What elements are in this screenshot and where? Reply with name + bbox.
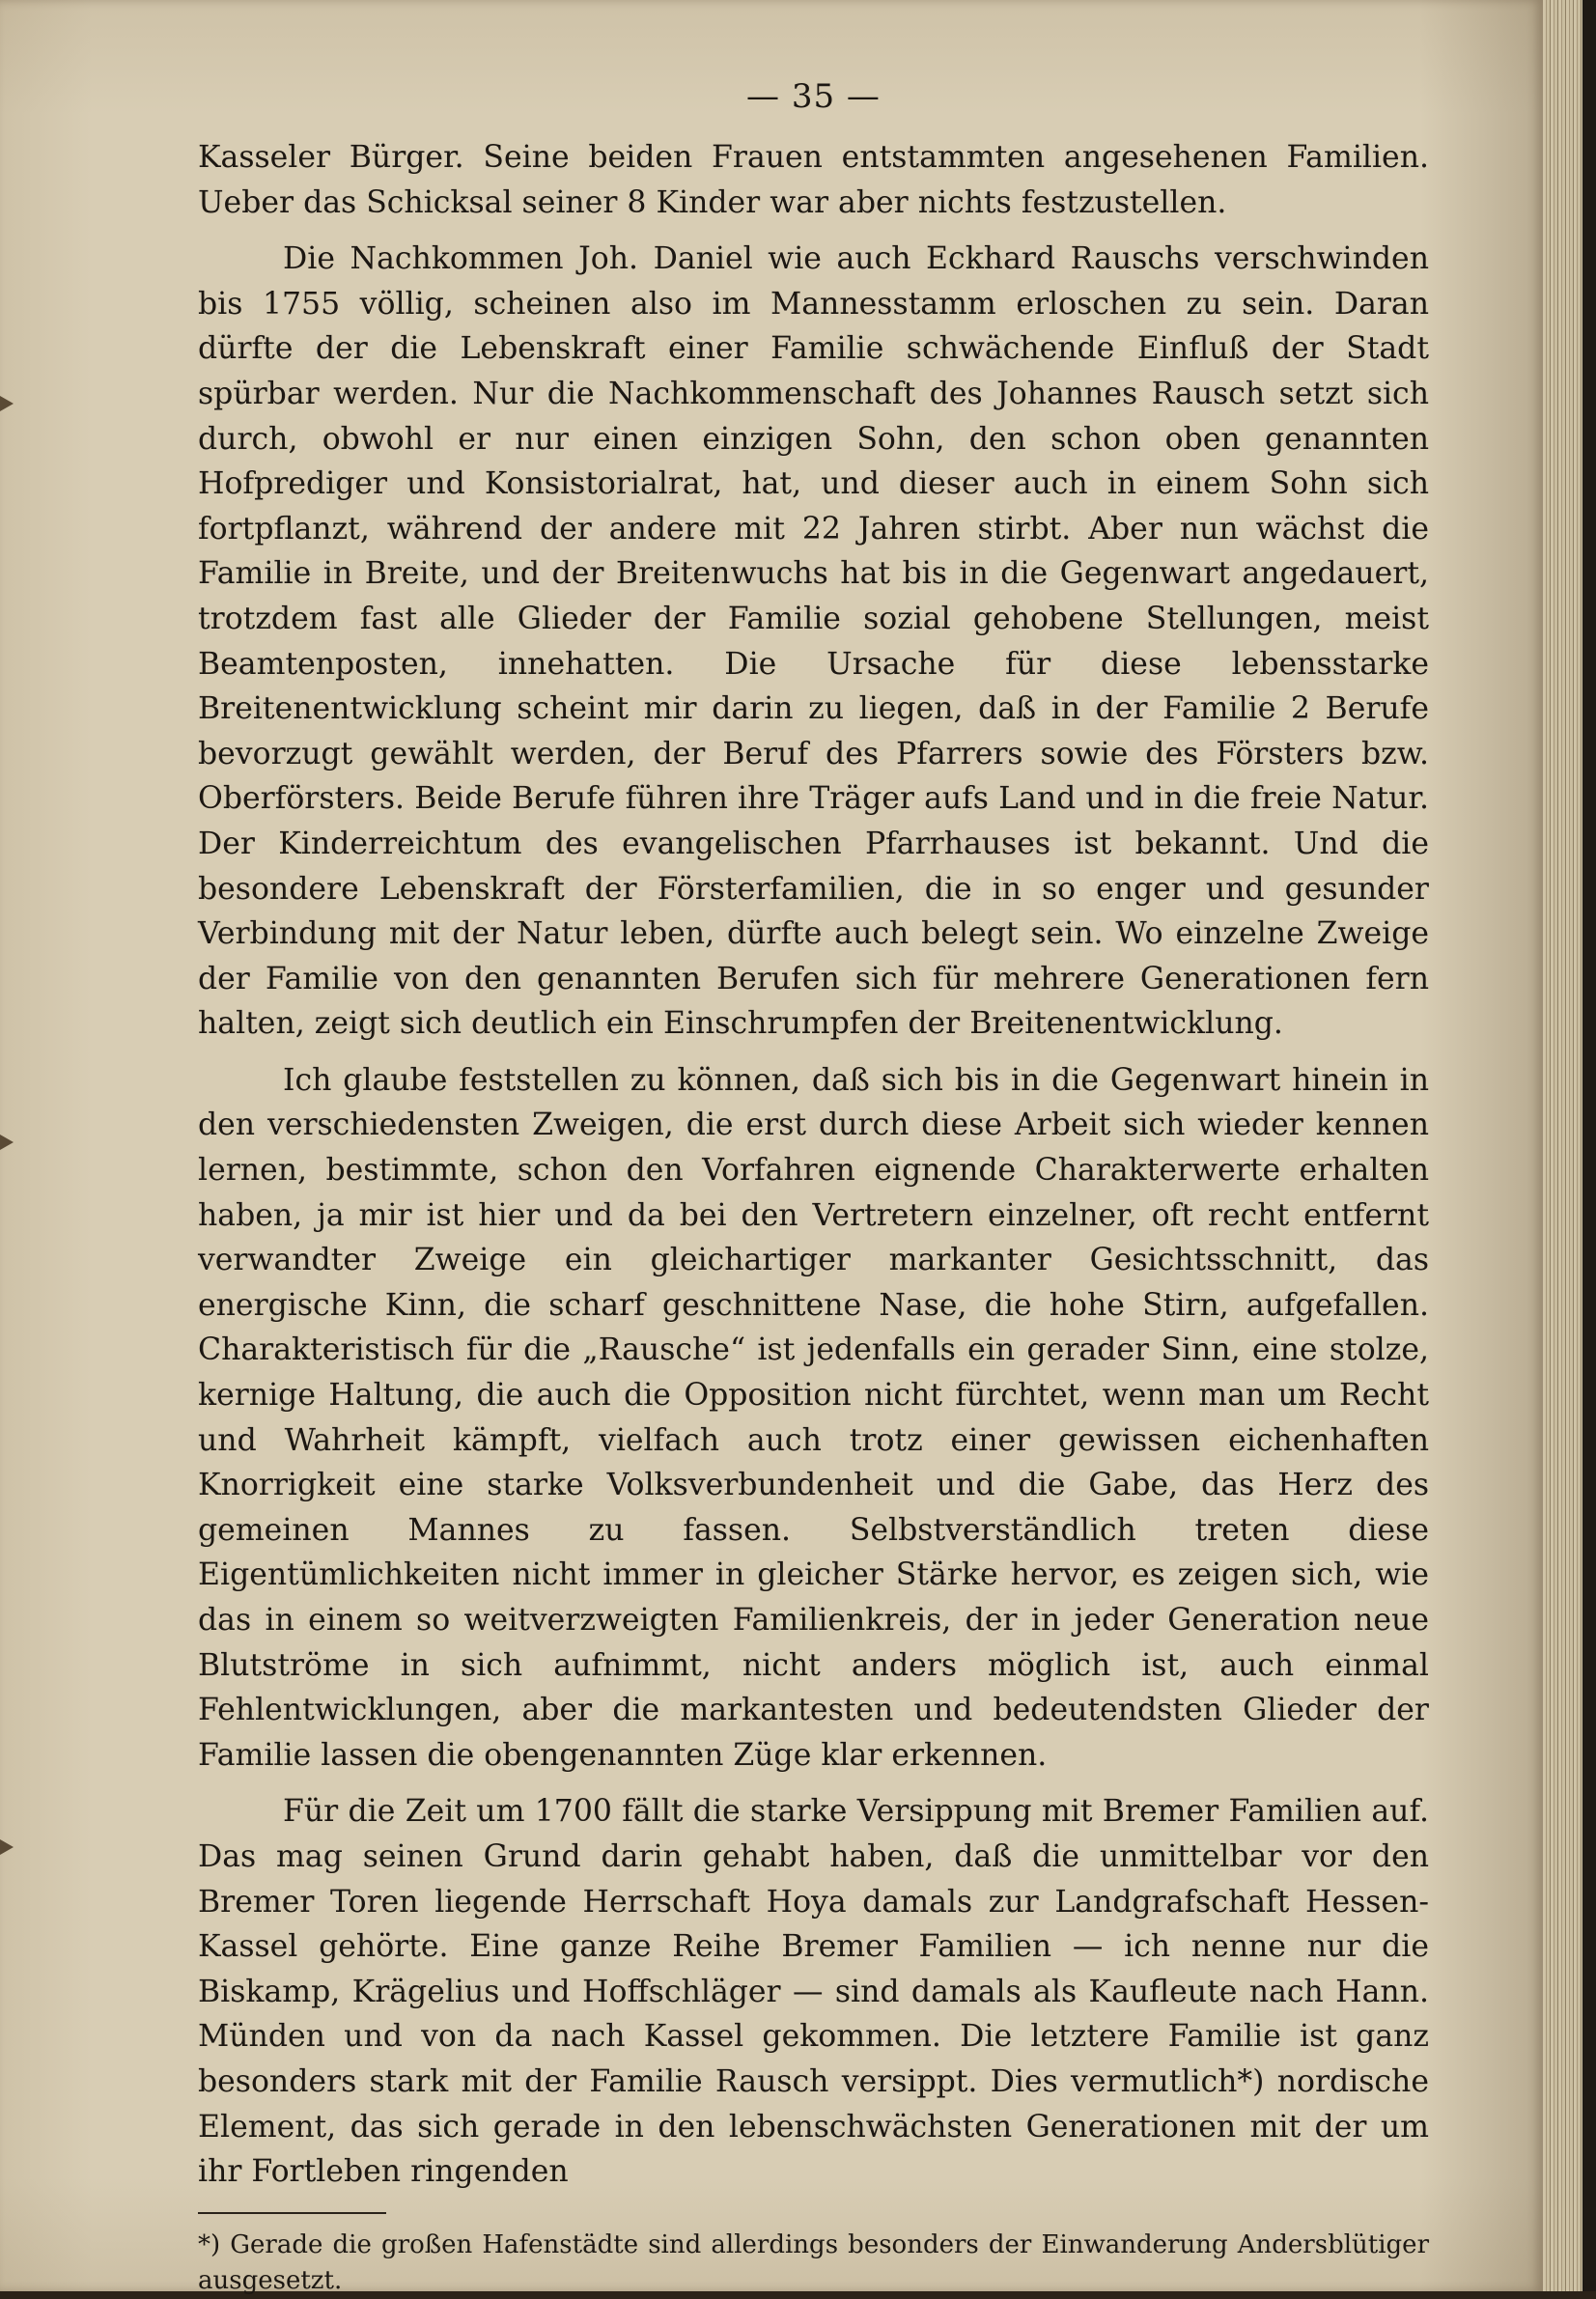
binding-notch-icon	[0, 396, 14, 411]
footnote-divider	[198, 2212, 386, 2214]
page-number: — 35 —	[746, 77, 881, 116]
binding-notch-icon	[0, 1135, 14, 1150]
paragraph-2: Die Nachkommen Joh. Daniel wie auch Eckhard Rauschs verschwinden bis 1755 völlig, scheinen also im Mannesstamm erloschen zu sein. Daran dürfte der die Lebenskraft einer Familie schwächende Einfluß der Stadt spürbar werden. Nur die Nachkommenschaft des Johannes Rausch setzt sich durch, obwohl er nur einen einzigen Sohn, den schon oben genannten Hofprediger und Konsistorialrat, hat, und dieser auch in einem Sohn sich fortpflanzt, während der andere mit 22 Jahren stirbt. Aber nun wächst die Familie in Breite, und der Breitenwuchs hat bis in die Gegenwart angedauert, trotzdem fast alle Glieder der Familie sozial gehobene Stellungen, meist Beamtenposten, innehatten. Die Ursache für diese lebensstarke Breitenentwicklung scheint mir darin zu liegen, daß in der Familie 2 Berufe bevorzugt gewählt werden, der Beruf des Pfarrers sowie des Försters bzw. Oberförsters. Beide Berufe führen ihre Träger aufs Land und in die freie Natur. Der Kinderreichtum des evangelischen Pfarrhauses ist bekannt. Und die besondere Lebenskraft der Försterfamilien, die in so enger und gesunder Verbindung mit der Natur leben, dürfte auch belegt sein. Wo einzelne Zweige der Familie von den genannten Berufen sich für mehrere Generationen fern halten, zeigt sich deutlich ein Einschrumpfen der Breitenentwicklung.	[198, 241, 1429, 1042]
body-text	[198, 135, 1429, 2195]
page-content	[198, 77, 1429, 2299]
binding-notch-icon	[0, 1839, 14, 1855]
paragraph-1: Kasseler Bürger. Seine beiden Frauen entstammten angesehenen Familien. Ueber das Schicksal seiner 8 Kinder war aber nichts festzustellen.	[198, 140, 1429, 220]
paragraph-4: Für die Zeit um 1700 fällt die starke Versippung mit Bremer Familien auf. Das mag seinen Grund darin gehabt haben, daß die unmittelbar vor den Bremer Toren liegende Herrschaft Hoya damals zur Landgrafschaft Hessen-Kassel gehörte. Eine ganze Reihe Bremer Familien — ich nenne nur die Biskamp, Krägelius und Hoffschläger — sind damals als Kaufleute nach Hann. Münden und von da nach Kassel gekommen. Die letztere Familie ist ganz besonders stark mit der Familie Rausch versippt. Dies vermutlich*) nordische Element, das sich gerade in den lebenschwächsten Generationen mit der um ihr Fortleben ringenden	[198, 1794, 1429, 2190]
paragraph-3: Ich glaube feststellen zu können, daß sich bis in die Gegenwart hinein in den verschiedensten Zweigen, die erst durch diese Arbeit sich wieder kennen lernen, bestimmte, schon den Vorfahren eignende Charakterwerte erhalten haben, ja mir ist hier und da bei den Vertretern einzelner, oft recht entfernt verwandter Zweige ein gleichartiger markanter Gesichtsschnitt, das energische Kinn, die scharf geschnittene Nase, die hohe Stirn, aufgefallen. Charakteristisch für die „Rausche“ ist jedenfalls ein gerader Sinn, eine stolze, kernige Haltung, die auch die Opposition nicht fürchtet, wenn man um Recht und Wahrheit kämpft, vielfach auch trotz einer gewissen eichenhaften Knorrigkeit eine starke Volksverbundenheit und die Gabe, das Herz des gemeinen Mannes zu fassen. Selbstverständlich treten diese Eigentümlichkeiten nicht immer in gleicher Stärke hervor, es zeigen sich, wie das in einem so weitverzweigten Familienkreis, der in jeder Generation neue Blutströme in sich aufnimmt, nicht anders möglich ist, auch einmal Fehlentwicklungen, aber die markantesten und bedeutendsten Glieder der Familie lassen die obengenannten Züge klar erkennen.	[198, 1062, 1429, 1773]
footnote: *) Gerade die großen Hafenstädte sind allerdings besonders der Einwanderung Andersblütiger ausgesetzt.	[198, 2229, 1429, 2295]
stacked-page-edges	[1543, 0, 1596, 2291]
